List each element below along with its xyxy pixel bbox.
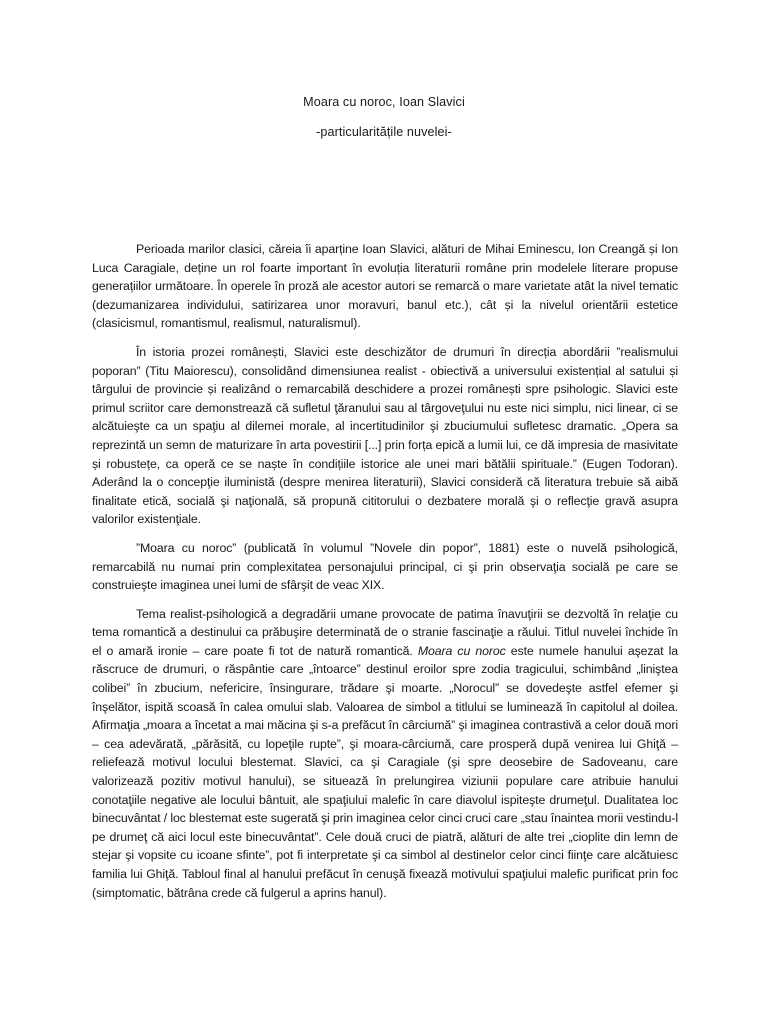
paragraph-moara-cu-noroc: ”Moara cu noroc” (publicată în volumul ”Novele din popor”, 1881) este o nuvelă psihologică, remarcabilă nu numai prin complexitatea personajului principal, ci şi prin observaţia socială pe care se construieşte imaginea unei lumi de sfârşit de veac XIX. bbox=[92, 540, 678, 593]
document-body bbox=[92, 240, 678, 912]
paragraph-tema-si-titlul bbox=[92, 605, 678, 903]
paragraph-intro: Perioada marilor clasici, căreia îi aparține Ioan Slavici, alături de Mihai Eminescu, Ion Creangă și Ion Luca Caragiale, deține un rol foarte important în evoluția literaturii române prin modelele literare propuse generațiilor următoare. În operele în proză ale acestor autori se remarcă o mare varietate atât la nivel tematic (dezumanizarea individului, satirizarea unor moravuri, banul etc.), cât și la nivelul orientării estetice (clasicismul, romantismul, realismul, naturalismul). bbox=[92, 242, 678, 331]
paragraph-text-after: este numele hanului aşezat la răscruce de drumuri, o răspântie care „întoarce” destinul eroilor spre zodia tragicului, schimbând „liniştea colibei” în zbucium, nefericire, însingurare, trădare şi moarte. „Norocul” se dovedeşte astfel efemer şi înşelător, ispită scoasă în calea omului slab. Valoarea de simbol a titlului se luminează în capitolul al doilea. Afirmaţia „moara a încetat a mai măcina şi s-a prefăcut în cârciumă” şi imaginea contrastivă a celor două mori – cea adevărată, „părăsită, cu lopeţile rupte”, şi moara-cârciumă, care prosperă după venirea lui Ghiţă – reliefează motivul locului blestemat. Slavici, ca şi Caragiale (şi spre deosebire de Sadoveanu, care valorizează pozitiv motivul hanului), se situează în prelungirea viziunii populare care atribuie hanului conotaţiile negative ale locului bântuit, ale spaţiului malefic în care diavolul ispiteşte drumeţul. Dualitatea loc binecuvântat / loc blestemat este sugerată şi prin imaginea celor cinci cruci care „stau înaintea morii vestindu-l pe drumeţ că aici locul este binecuvântat”. Cele două cruci de piatră, alături de alte trei „cioplite din lemn de stejar şi vopsite cu icoane sfinte”, pot fi interpretate şi ca simbol al destinelor celor cinci fiinţe care alcătuiesc familia lui Ghiţă. Tabloul final al hanului prefăcut în cenuşă fixează motivului spaţiului malefic purificat prin foc (simptomatic, bătrâna crede că fulgerul a aprins hanul). bbox=[92, 643, 679, 900]
paragraph-slavici-realism: În istoria prozei românești, Slavici este deschizător de drumuri în direcția abordării ”realismului poporan” (Titu Maiorescu), consolidând dimensiunea realist - obiectivă a universului existențial al satului și târgului de provincie și realizând o remarcabilă deschidere a prozei românești spre psihologic. Slavici este primul scriitor care demonstrează că sufletul ţăranului sau al târgoveţului nu este nici simplu, nici linear, ci se alcătuieşte ca un spaţiu al dilemei morale, al incertitudinilor şi zbuciumului sufletesc dramatic. „Opera sa reprezintă un semn de maturizare în arta povestirii [...] prin forța epică a lumii lui, ce dă impresia de masivitate și robustețe, ca operă ce se naște în condițiile istorice ale unei mari bătălii spirituale.” (Eugen Todoran). Aderând la o concepţie iluministă (despre menirea literaturii), Slavici consideră că literatura trebuie să aibă finalitate etică, socială şi naţională, să propună cititorului o dezbatere morală şi o reflecţie gravă asupra valorilor existenţiale. bbox=[92, 344, 678, 527]
italic-title-reference: Moara cu noroc bbox=[417, 643, 506, 658]
document-title: Moara cu noroc, Ioan Slavici bbox=[303, 95, 465, 109]
document-subtitle: -particularitățile nuvelei- bbox=[316, 125, 452, 139]
paragraph-text-before: Tema realist-psihologică a degradării umane provocate de patima înavuţirii se dezvoltă în relaţie cu tema romantică a destinului ca prăbuşire determinată de o stranie fascinaţie a răului. Titlul nuvelei închide în el o amară ironie – care poate fi tot de natură romantică. bbox=[92, 606, 678, 658]
